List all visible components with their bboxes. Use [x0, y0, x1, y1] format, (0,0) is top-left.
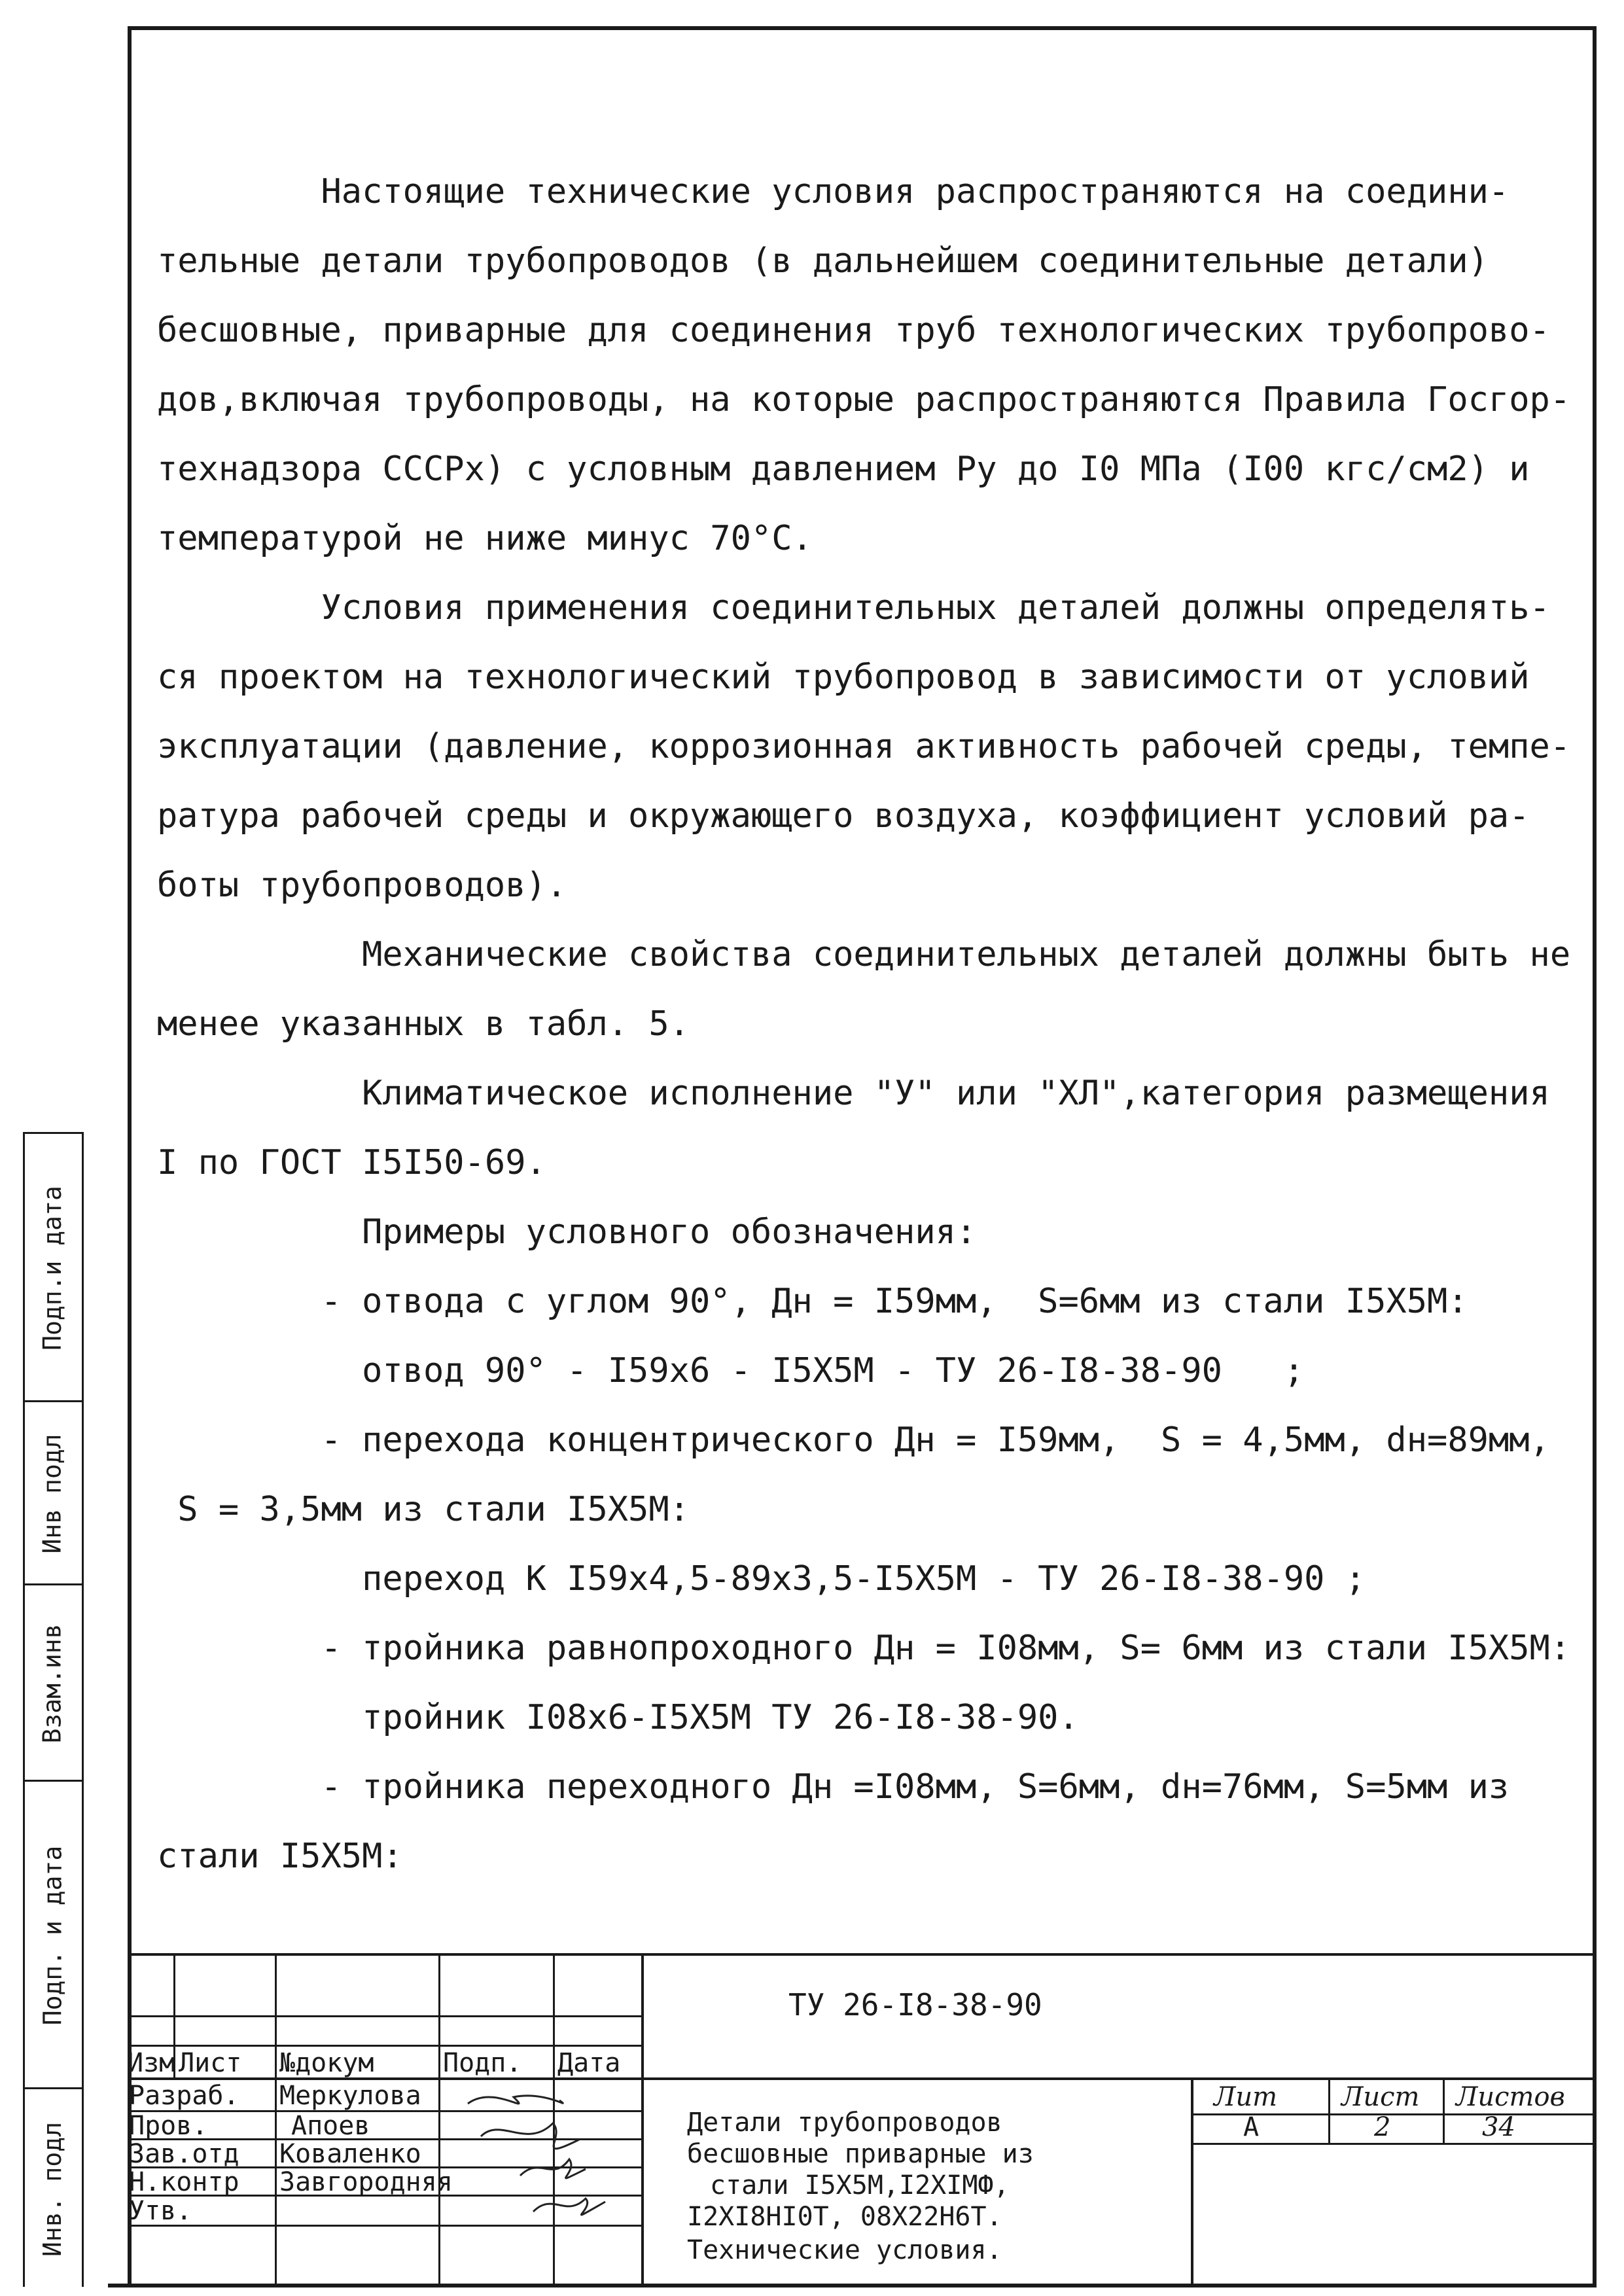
- stamp-line: [128, 2045, 641, 2047]
- title-line: Технические условия.: [687, 2235, 1002, 2265]
- stamp-line: [1443, 2077, 1445, 2143]
- body-line: - тройника переходного Дн =I08мм, S=6мм, dн=76мм, S=5мм из: [157, 1767, 1509, 1807]
- stamp-line: [1191, 2143, 1597, 2145]
- role-checker: Пров.: [129, 2111, 208, 2141]
- frame-right-border: [1593, 26, 1597, 2287]
- side-cell-inv-orig: [23, 1400, 82, 1585]
- side-strip-divider: [82, 1132, 84, 2287]
- side-label: Подп.и дата: [38, 1186, 67, 1351]
- title-line: стали I5Х5М,I2ХIМФ,: [710, 2170, 1010, 2200]
- role-dept-head: Зав.отд: [129, 2139, 239, 2169]
- header-col-sign: Подп.: [443, 2048, 522, 2078]
- stamp-line: [128, 2015, 641, 2017]
- role-developer: Разраб.: [129, 2081, 239, 2111]
- sheet-value: 2: [1374, 2112, 1391, 2142]
- name-checker: Апоев: [291, 2111, 370, 2141]
- sheets-label: Листов: [1456, 2082, 1565, 2112]
- body-line: тельные детали трубопроводов (в дальнейшем соединительные детали): [157, 241, 1489, 281]
- side-cell-sign-date-2: [23, 1780, 82, 2089]
- body-line: эксплуатации (давление, коррозионная активность рабочей среды, темпе-: [157, 727, 1571, 766]
- signature-stroke: [533, 2199, 605, 2215]
- body-line: менее указанных в табл. 5.: [157, 1004, 690, 1044]
- header-col-doc-no: №докум: [279, 2048, 374, 2078]
- name-developer: Меркулова: [279, 2081, 421, 2111]
- body-line: Примеры условного обозначения:: [157, 1212, 977, 1252]
- body-line: Настоящие технические условия распространяются на соедини-: [157, 172, 1509, 211]
- body-text: [157, 157, 1571, 1891]
- signature-stroke: [468, 2096, 563, 2104]
- side-cell-sign-date: [23, 1132, 82, 1402]
- body-line: температурой не ниже минус 70°С.: [157, 519, 813, 558]
- title-line: бесшовные приварные из: [687, 2139, 1034, 2169]
- body-line: стали I5Х5М:: [157, 1837, 403, 1876]
- name-dept-head: Коваленко: [279, 2139, 421, 2169]
- body-line: - тройника равнопроходного Дн = I08мм, S= 6мм из стали I5Х5М:: [157, 1629, 1571, 1668]
- lit-label: Лит: [1214, 2082, 1278, 2112]
- side-label: Взам.инв: [38, 1623, 67, 1744]
- body-line: технадзора СССРx) с условным давлением Ру до I0 МПа (I00 кгс/см2) и: [157, 450, 1530, 489]
- doc-code: ТУ 26-I8-38-90: [788, 1987, 1042, 2022]
- body-line: Условия применения соединительных деталей должны определять-: [157, 588, 1550, 627]
- body-line: переход К I59х4,5-89х3,5-I5Х5М - ТУ 26-I8-38-90 ;: [157, 1559, 1366, 1598]
- name-norm-control: Завгородняя: [279, 2167, 453, 2197]
- body-line: отвод 90° - I59х6 - I5Х5М - ТУ 26-I8-38-90 ;: [157, 1351, 1305, 1390]
- stamp-line: [438, 1953, 440, 2287]
- side-cell-replace-inv: [23, 1583, 82, 1782]
- side-label: Инв. подл: [38, 2121, 67, 2257]
- side-strip: [23, 1132, 131, 2287]
- stamp-line: [1191, 2077, 1193, 2287]
- title-line: I2ХI8НI0Т, 08Х22Н6Т.: [687, 2202, 1002, 2232]
- role-approved: Утв.: [129, 2196, 192, 2226]
- side-cell-inv-orig-2: [23, 2087, 82, 2289]
- sheet-label: Лист: [1341, 2082, 1420, 2112]
- lit-value: А: [1243, 2112, 1260, 2142]
- side-label: Подп. и дата: [38, 1845, 67, 2026]
- body-line: Климатическое исполнение "У" или "ХЛ",категория размещения: [157, 1074, 1550, 1113]
- sheets-value: 34: [1482, 2112, 1515, 2142]
- title-block: [128, 1953, 1597, 2287]
- side-label: Инв подл: [38, 1434, 67, 1554]
- signature-stroke: [520, 2159, 586, 2178]
- stamp-line: [128, 1953, 1597, 1956]
- header-col-date: Дата: [557, 2048, 621, 2078]
- frame-top-border: [128, 26, 1597, 30]
- body-line: Механические свойства соединительных деталей должны быть не: [157, 935, 1571, 974]
- body-line: тройник I08х6-I5Х5М ТУ 26-I8-38-90.: [157, 1698, 1079, 1737]
- body-line: - отвода с углом 90°, Дн = I59мм, S=6мм из стали I5Х5М:: [157, 1282, 1468, 1321]
- role-norm-control: Н.контр: [129, 2167, 239, 2197]
- body-line: - перехода концентрического Дн = I59мм, S = 4,5мм, dн=89мм,: [157, 1421, 1550, 1460]
- body-line: I по ГОСТ I5I50-69.: [157, 1143, 546, 1182]
- body-line: дов,включая трубопроводы, на которые распространяются Правила Госгор-: [157, 380, 1571, 419]
- header-col-change: Изм: [128, 2048, 175, 2078]
- header-col-sheet: Лист: [179, 2048, 242, 2078]
- stamp-line: [1328, 2077, 1330, 2143]
- body-line: бесшовные, приварные для соединения труб технологических трубопрово-: [157, 311, 1550, 350]
- title-line: Детали трубопроводов: [687, 2108, 1002, 2138]
- signature-stroke: [481, 2123, 579, 2149]
- body-line: S = 3,5мм из стали I5Х5М:: [157, 1490, 690, 1529]
- body-line: боты трубопроводов).: [157, 866, 567, 905]
- body-line: ся проектом на технологический трубопровод в зависимости от условий: [157, 658, 1530, 697]
- stamp-line: [275, 1953, 277, 2287]
- body-line: ратура рабочей среды и окружающего воздуха, коэффициент условий ра-: [157, 796, 1530, 836]
